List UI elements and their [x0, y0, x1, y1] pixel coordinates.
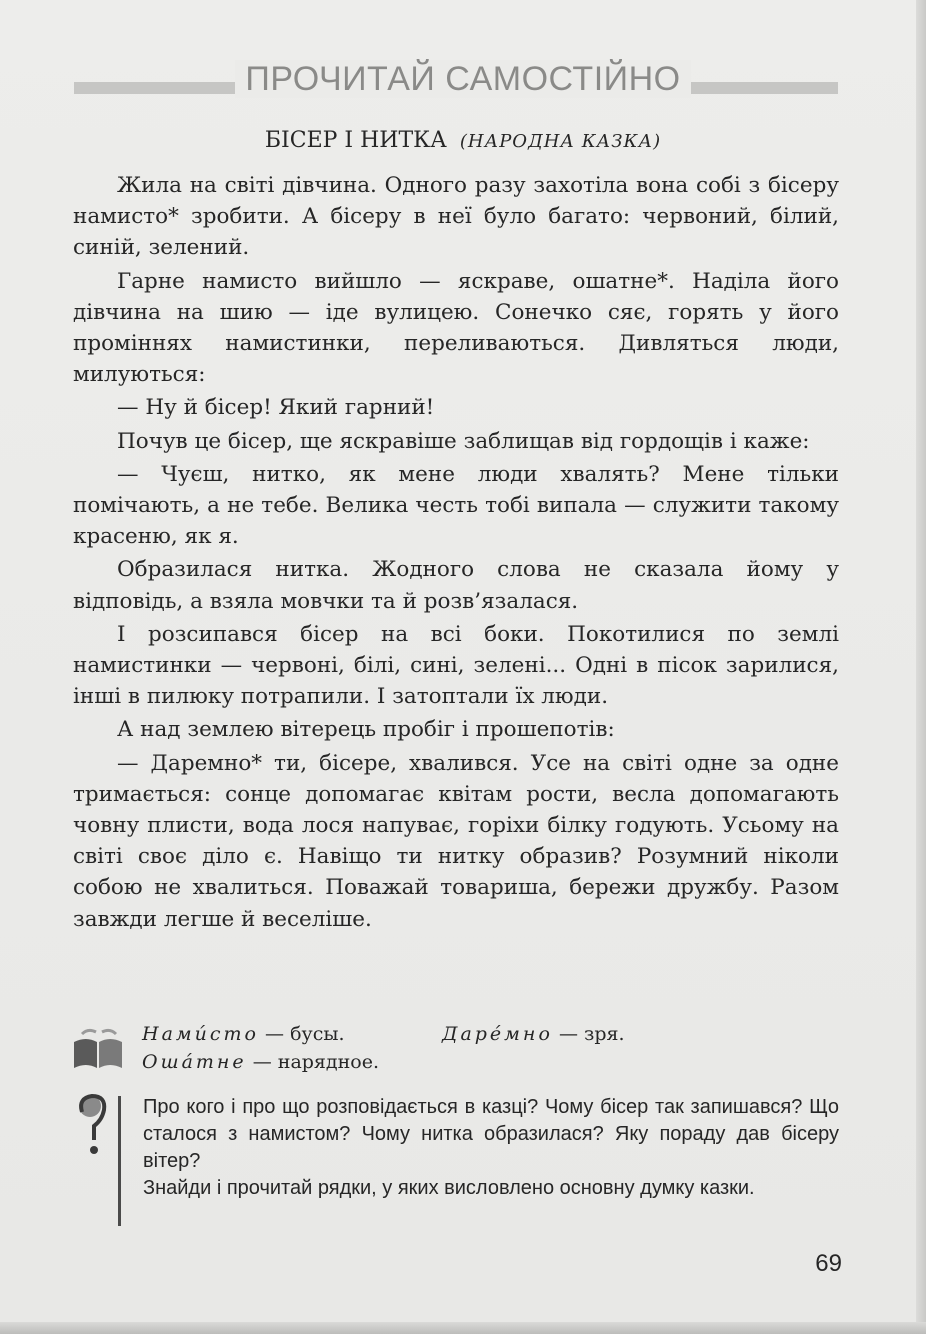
- glossary-term: Даре́мно: [442, 1023, 553, 1045]
- page-edge-right: [916, 0, 926, 1334]
- page-edge-bottom: [0, 1322, 926, 1334]
- story-title: [0, 128, 926, 153]
- glossary-term: Нами́сто: [142, 1023, 259, 1045]
- questions-block: [143, 1094, 839, 1202]
- story-paragraph: — Чуєш, нитко, як мене люди хвалять? Мене тільки помічають, а не тебе. Велика честь тобі випала — служити такому красеню, як я.: [73, 461, 839, 550]
- glossary-definition: — бусы.: [265, 1023, 345, 1045]
- story-paragraph: І розсипався бісер на всі боки. Покотилися по землі намистинки — червоні, білі, сині, зелені... Одні в пісок зарилися, інші в пилюку потрапили. І затоптали їх люди.: [73, 621, 839, 710]
- question-paragraph: Знайди і прочитай рядки, у яких висловлено основну думку казки.: [143, 1177, 755, 1199]
- glossary-entry: [442, 1020, 625, 1048]
- story-subtitle: (НАРОДНА КАЗКА): [459, 131, 662, 152]
- section-title: [0, 60, 926, 99]
- story-paragraph: — Даремно* ти, бісере, хвалився. Усе на світі одне за одне тримається: сонце допомагає квітам рости, весла допомагають човну плисти, вода лося напуває, горіхи білку годують. Усьому на світі своє діло є. Навіщо ти нитку образив? Розумний ніколи собою не хвалиться. Поважай товариша, бережи дружбу. Разом завжди легше й веселіше.: [73, 750, 839, 932]
- story-paragraph: Образилася нитка. Жодного слова не сказала йому у відповідь, а взяла мовчки та й розв’язалася.: [73, 557, 839, 614]
- open-book-icon: [72, 1028, 124, 1072]
- story-title-text: БІСЕР І НИТКА: [264, 128, 447, 153]
- story-paragraph: Гарне намисто вийшло — яскраве, ошатне*. Наділа його дівчина на шию — іде вулицею. Сонечко сяє, горять у його промiннях намистинки, переливаються. Дивляться люди, милуються:: [73, 268, 839, 388]
- page-number: 69: [815, 1250, 842, 1277]
- question-paragraph: Про кого і про що розповідається в казці? Чому бісер так запишався? Що сталося з намистом? Чому нитка образилася? Яку пораду дав бісеру вітер?: [143, 1096, 839, 1172]
- glossary-row: [142, 1020, 782, 1048]
- glossary-row: [142, 1048, 782, 1076]
- story-paragraph: — Ну й бісер! Який гарний!: [117, 395, 435, 421]
- questions-rule: [118, 1096, 121, 1226]
- glossary-term: Оша́тне: [142, 1051, 247, 1073]
- section-title-text: ПРОЧИТАЙ САМОСТІЙНО: [235, 60, 690, 98]
- glossary-definition: — нарядное.: [252, 1051, 379, 1073]
- story-paragraph: Жила на світі дівчина. Одного разу захотіла вона собі з бісеру намисто* зробити. А бісеру в неї було багато: червоний, білий, синій, зелений.: [73, 173, 839, 261]
- question-mark-icon: [74, 1092, 114, 1158]
- story-text: [73, 170, 839, 937]
- story-paragraph: А над землею вітерець пробіг і прошепотів:: [117, 717, 615, 743]
- glossary: [142, 1020, 782, 1076]
- glossary-definition: — зря.: [558, 1023, 625, 1045]
- story-paragraph: Почув це бісер, ще яскравіше заблищав від гордощів і каже:: [117, 428, 810, 454]
